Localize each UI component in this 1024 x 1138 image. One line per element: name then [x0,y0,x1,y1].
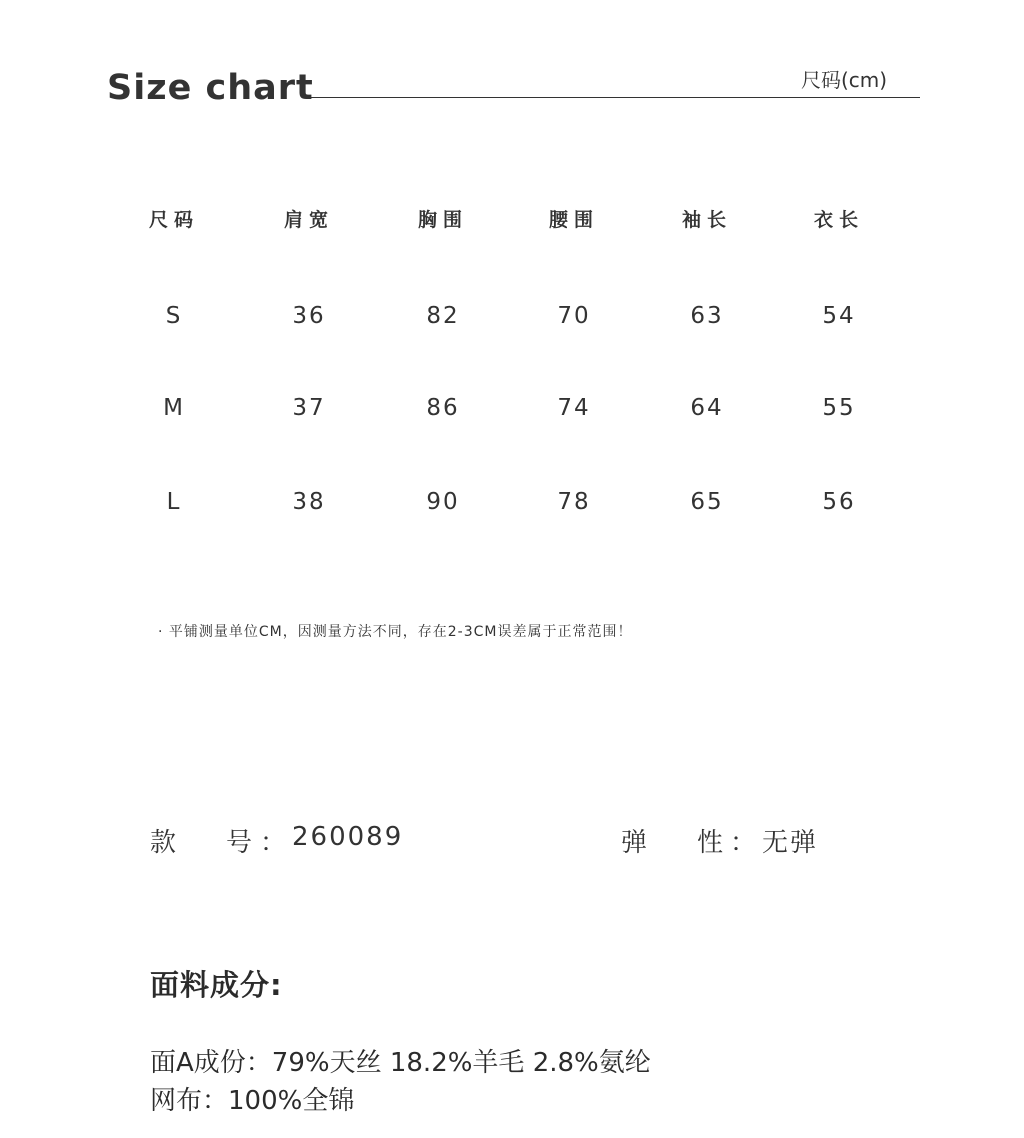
measurement-note: · 平铺测量单位CM，因测量方法不同，存在2-3CM误差属于正常范围！ [158,624,633,640]
table-cell: 38 [292,489,326,515]
table-cell: 37 [292,395,326,421]
table-header-row [100,200,920,240]
style-number-label-char-2: 号 [226,828,253,858]
size-unit-label: 尺码(cm) [801,68,888,92]
size-chart-title: Size chart [107,68,314,108]
elasticity-label-char-1: 弹 [621,828,648,858]
fabric-line-mesh: 网布：100%全锦 [150,1086,355,1116]
table-cell: 36 [292,303,326,329]
column-header-size: 尺码 [148,209,199,231]
table-cell: 82 [426,303,460,329]
style-number-label-char-1: 款 [150,828,177,858]
fabric-line-shell: 面A成份：79%天丝 18.2%羊毛 2.8%氨纶 [150,1048,651,1078]
elasticity-value: 无弹 [762,828,819,858]
table-row [100,296,920,336]
table-cell: 65 [690,489,724,515]
table-cell: 55 [822,395,856,421]
header-divider [308,97,920,98]
table-cell: 63 [690,303,724,329]
table-cell: 70 [557,303,591,329]
table-row [100,482,920,522]
table-cell: 56 [822,489,856,515]
table-cell: 54 [822,303,856,329]
table-cell: 86 [426,395,460,421]
column-header-waist: 腰围 [548,209,599,231]
column-header-shoulder: 肩宽 [283,209,334,231]
table-cell: 90 [426,489,460,515]
style-number-value: 260089 [292,822,404,852]
table-row [100,388,920,428]
table-cell: 74 [557,395,591,421]
table-cell: L [166,489,182,515]
table-cell: 78 [557,489,591,515]
column-header-bust: 胸围 [417,209,468,231]
elasticity-colon: ： [730,828,757,858]
table-cell: M [163,395,185,421]
column-header-length: 衣长 [813,209,864,231]
table-cell: S [165,303,183,329]
column-header-sleeve: 袖长 [681,209,732,231]
table-cell: 64 [690,395,724,421]
style-number-colon: ： [260,828,287,858]
elasticity-label-char-2: 性 [697,828,724,858]
fabric-heading: 面料成分: [150,968,283,1002]
